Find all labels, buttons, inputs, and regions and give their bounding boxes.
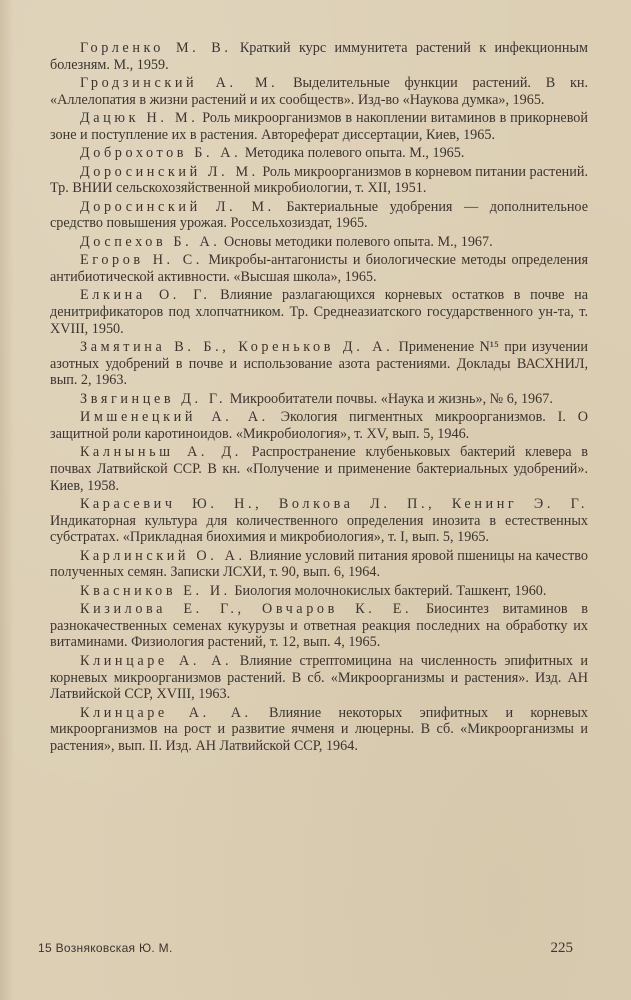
entry-text: Применение N¹⁵ при изучении азотных удобрений в почве и использование азота растениями. Доклады ВАСХНИЛ, вып. 2, 1963. <box>50 339 588 389</box>
entry-text: Индикаторная культура для количественного определения инозита в естественных субстратах. «Прикладная биохимия и микробиология», т. I, вып. 5, 1965. <box>50 512 588 546</box>
bibliography-list <box>50 40 588 756</box>
entry-text: Бактериальные удобрения — дополнительное средство повышения урожая. Россельхозиздат, 1965. <box>50 198 589 232</box>
bibliography-entry <box>50 252 588 285</box>
bibliography-entry <box>50 110 588 143</box>
entry-text: Методика полевого опыта. М., 1965. <box>241 145 465 162</box>
entry-text: Краткий курс иммунитета растений к инфекционным болезням. М., 1959. <box>50 40 588 73</box>
entry-author: Имшенецкий А. А. <box>80 409 269 426</box>
entry-author: Звягинцев Д. Г. <box>80 390 227 407</box>
bibliography-entry <box>50 164 588 197</box>
bibliography-entry <box>50 339 588 389</box>
entry-text: Микрообитатели почвы. «Наука и жизнь», № 6, 1967. <box>226 390 553 407</box>
bibliography-entry <box>50 601 588 651</box>
entry-author: Замятина В. Б., Кореньков Д. А. <box>80 339 394 356</box>
entry-author: Егоров Н. С. <box>80 252 203 269</box>
entry-author: Клинцаре А. А. <box>80 652 233 669</box>
entry-text: Роль микроорганизмов в накоплении витаминов в прикорневой зоне и поступление их в растения. Автореферат диссертации, Киев, 1965. <box>50 110 588 143</box>
bibliography-entry <box>50 75 588 108</box>
entry-author: Доброхотов Б. А. <box>80 145 242 162</box>
entry-author: Карлинский О. А. <box>80 547 246 564</box>
bibliography-entry <box>50 40 588 73</box>
entry-text: Роль микроорганизмов в корневом питании растений. Тр. ВНИИ сельскохозяйственной микробиологии, т. XII, 1951. <box>50 163 588 197</box>
entry-author: Кизилова Е. Г., Овчаров К. Е. <box>80 601 413 618</box>
bibliography-entry <box>50 653 588 703</box>
entry-author: Квасников Е. И. <box>80 582 231 599</box>
bibliography-entry <box>50 234 588 251</box>
entry-author: Елкина О. Г. <box>80 287 211 304</box>
entry-author: Калныньш А. Д. <box>80 444 242 461</box>
entry-author: Горленко М. В. <box>80 40 232 56</box>
entry-author: Карасевич Ю. Н., Волкова Л. П., Кенинг Э. Г. <box>80 496 588 513</box>
bibliography-entry <box>50 705 588 755</box>
entry-text: Биология молочнокислых бактерий. Ташкент, 1960. <box>230 582 547 599</box>
entry-author: Доросинский Л. М. <box>80 198 275 215</box>
bibliography-entry <box>50 391 588 408</box>
printer-signature: 15 Возняковская Ю. М. <box>38 941 173 955</box>
entry-text: Микробы-антагонисты и биологические методы определения антибиотической активности. «Высшая школа», 1965. <box>50 252 588 285</box>
page-number: 225 <box>550 940 573 956</box>
entry-author: Дацюк Н. М. <box>80 110 199 127</box>
bibliography-entry <box>50 287 588 337</box>
bibliography-entry <box>50 145 588 162</box>
entry-text: Биосинтез витаминов в разнокачественных семенах кукурузы и ответная реакция последних на обработку их витаминами. Физиология растений, т. 12, вып. 4, 1965. <box>50 601 588 651</box>
bibliography-entry <box>50 583 588 600</box>
entry-author: Доросинский Л. М. <box>80 163 259 180</box>
entry-author: Гродзинский А. М. <box>80 75 279 92</box>
bibliography-entry <box>50 496 588 546</box>
entry-author: Клинцаре А. А. <box>80 704 252 721</box>
entry-text: Выделительные функции растений. В кн. «Аллелопатия в жизни растений и их сообществ». Изд-во «Наукова думка», 1965. <box>50 75 588 108</box>
bibliography-entry <box>50 199 588 232</box>
entry-text: Экология пигментных микроорганизмов. I. О защитной роли каротиноидов. «Микробиология», т. XV, вып. 5, 1946. <box>50 409 588 442</box>
bibliography-entry <box>50 409 588 442</box>
bibliography-entry <box>50 444 588 494</box>
entry-author: Доспехов Б. А. <box>80 233 221 250</box>
entry-text: Влияние некоторых эпифитных и корневых микроорганизмов на рост и развитие ячменя и люцерны. В сб. «Микроорганизмы и растения», вып. II. Изд. АН Латвийской ССР, 1964. <box>50 704 588 754</box>
bibliography-entry <box>50 548 588 581</box>
entry-text: Влияние условий питания яровой пшеницы на качество полученных семян. Записки ЛСХИ, т. 90, вып. 6, 1964. <box>50 547 588 581</box>
entry-text: Влияние разлагающихся корневых остатков в почве на денитрификаторов под хлопчатником. Тр. Среднеазиатского государственного ун-та, т. XVIII, 1950. <box>50 287 589 337</box>
entry-text: Влияние стрептомицина на численность эпифитных и корневых микроорганизмов растений. В сб. «Микроорганизмы и растения». Изд. АН Латвийской ССР, XVIII, 1963. <box>50 652 588 703</box>
entry-text: Распространение клубеньковых бактерий клевера в почвах Латвийской ССР. В кн. «Получение и применение бактериальных удобрений». Киев, 1958. <box>50 444 589 494</box>
page-footer <box>38 940 573 957</box>
entry-text: Основы методики полевого опыта. М., 1967. <box>220 233 493 250</box>
